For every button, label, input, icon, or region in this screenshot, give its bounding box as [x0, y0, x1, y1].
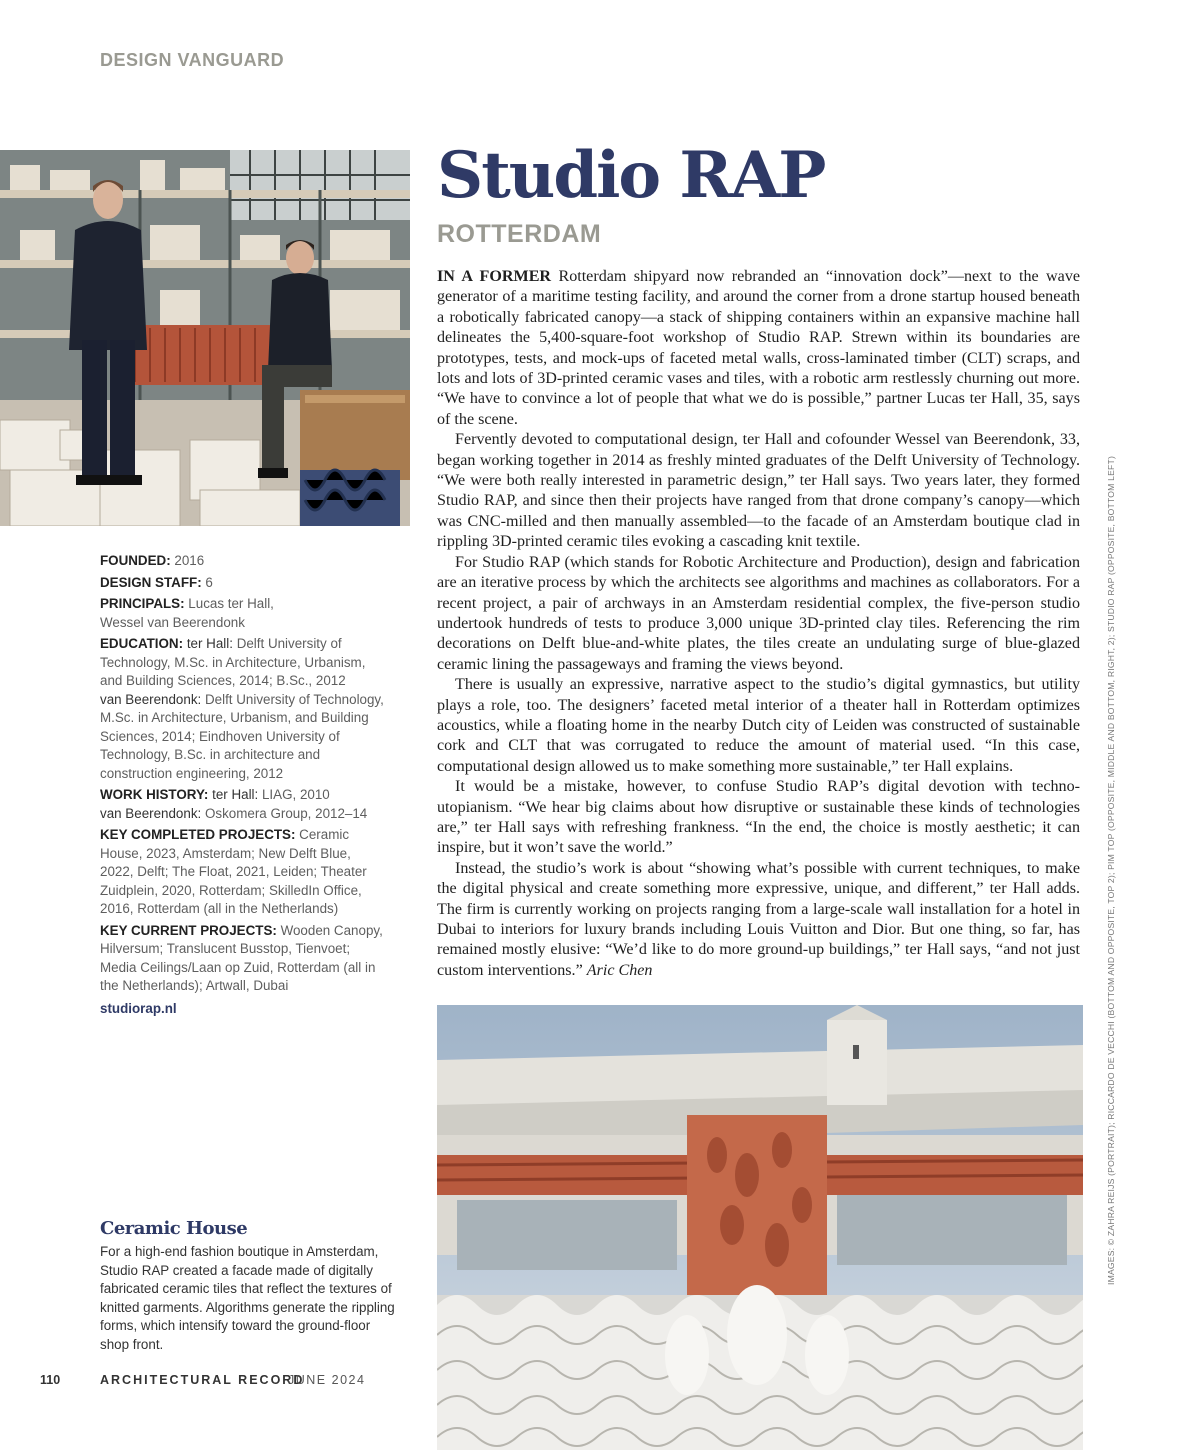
fact-value: Oskomera Group, 2012–14 — [204, 805, 368, 821]
fact-value: Lucas ter Hall, Wessel van Beerendonk — [100, 596, 274, 630]
portrait-photo — [0, 150, 410, 526]
paragraph-1 — [437, 267, 1080, 430]
fact-value: Wooden Canopy, Hilversum; Translucent Busstop, Tienvoet; Media Ceilings/Laan op Zuid, Rotterdam (all in the Netherlands); Artwall, Dubai — [100, 922, 383, 993]
caption-text: For a high-end fashion boutique in Amsterdam, Studio RAP created a facade made of digitally fabricated ceramic tiles that reflect the textures of knitted garments. Algorithms generate the rippling forms, which intensify toward the ground-floor shop front. — [100, 1244, 395, 1352]
paragraph-2: Fervently devoted to computational design, ter Hall and cofounder Wessel van Beerendonk, 33, began working together in 2014 as freshly minted graduates of the Delft University of Technology. “We were both really interested in parametric design,” ter Hall says. Two years later, they formed Studio RAP, and since then their projects have ranged from that drone company’s canopy—which was CNC-milled and then manually assembled—to the facade of an Amsterdam boutique clad in rippling 3D-printed ceramic tiles evoking a cascading knit textile. — [437, 431, 1080, 551]
fact-label: DESIGN STAFF: — [100, 574, 202, 590]
article-body — [437, 267, 1080, 981]
fact-current-projects — [100, 922, 385, 996]
fact-value: Delft University of Technology, M.Sc. in Architecture, Urbanism, and Building Sciences, 2014; Eindhoven University of Technology, B.Sc. in architecture and construction engineering, 2012 — [100, 691, 384, 781]
article-title: Studio RAP — [437, 138, 825, 213]
caption-title: Ceramic House — [100, 1218, 248, 1239]
photo-caption — [100, 1218, 400, 1354]
website-link[interactable]: studiorap.nl — [100, 1000, 177, 1016]
fact-education — [100, 635, 385, 783]
firm-facts — [100, 552, 385, 1018]
fact-label: KEY CURRENT PROJECTS: — [100, 922, 277, 938]
fact-label: PRINCIPALS: — [100, 596, 185, 611]
section-label: DESIGN VANGUARD — [100, 50, 285, 70]
paragraph-1-text: Rotterdam shipyard now rebranded an “innovation dock”—next to the wave generator of a maritime testing facility, and around the corner from a drone startup housed beneath a robotically fabricated canopy—a stack of shipping containers within an expansive machine hall delineates the 5,400-square-foot workshop of Studio RAP. Strewn within its boundaries are prototypes, tests, and mock-ups of faceted metal walls, cross-laminated timber (CLT) scraps, and lots and lots of 3D-printed ceramic vases and tiles, with a robotic arm restlessly churning out more. “We have to convince a lot of people that what we do is possible,” partner Lucas ter Hall, 35, says of the scene. — [437, 268, 1081, 428]
fact-value: 6 — [205, 574, 213, 590]
fact-label: WORK HISTORY: — [100, 787, 209, 802]
magazine-name: ARCHITECTURAL RECORD — [100, 1373, 305, 1387]
issue-date: JUNE 2024 — [288, 1373, 366, 1387]
paragraph-5: It would be a mistake, however, to confuse Studio RAP’s digital devotion with techno-utopianism. “We hear big claims about how disruptive or sustainable these kinds of technologies are,” ter Hall says with refreshing frankness. “In the end, the choice is mostly aesthetic; it can inspire, but it won’t save the world.” — [437, 778, 1080, 857]
image-credits: IMAGES: © ZAHRA REIJS (PORTRAIT); RICCARDO DE VECCHI (BOTTOM AND OPPOSITE, TOP 2); PIM TOP (OPPOSITE, MIDDLE AND BOTTOM, RIGHT, 2); STUDIO RAP (OPPOSITE, BOTTOM LEFT) — [1106, 456, 1116, 1285]
byline: Aric Chen — [586, 961, 653, 979]
fact-principals — [100, 595, 385, 632]
fact-label: FOUNDED: — [100, 553, 171, 568]
fact-value: LIAG, 2010 — [261, 787, 330, 802]
fact-staff — [100, 574, 385, 593]
fact-value: Ceramic House, 2023, Amsterdam; New Delft Blue, 2022, Delft; The Float, 2021, Leiden; Theater Zuidplein, 2020, Rotterdam; SkilledIn Office, 2016, Rotterdam (all in the Netherlands) — [100, 827, 367, 916]
fact-label: KEY COMPLETED PROJECTS: — [100, 827, 296, 842]
paragraph-6 — [437, 859, 1080, 981]
article-city: ROTTERDAM — [437, 220, 602, 248]
fact-person: van Beerendonk: — [100, 805, 202, 821]
fact-value: Delft University of Technology, M.Sc. in Architecture, Urbanism, and Building Sciences, 2014; B.Sc., 2012 — [100, 636, 366, 688]
facade-photo — [437, 1005, 1083, 1450]
fact-person: van Beerendonk: — [100, 691, 202, 707]
fact-person: ter Hall: — [186, 636, 233, 651]
fact-completed-projects — [100, 826, 385, 919]
lead-in: IN A FORMER — [437, 268, 552, 285]
paragraph-6-text: Instead, the studio’s work is about “showing what’s possible with current techniques, to make the digital physical and create something more expressive, unique, and different,” ter Hall adds. The firm is currently working on projects ranging from a large-scale wall installation for a hotel in Dubai to interiors for luxury brands including Louis Vuitton and Dior. But one thing, so far, has remained mostly elusive: “We’d like to do more ground-up buildings,” ter Hall says, “and not just custom interventions.” — [437, 859, 1080, 979]
paragraph-3: For Studio RAP (which stands for Robotic Architecture and Production), design and fabrication are an iterative process by which the architects see algorithms and machines as collaborators. For a recent project, a pair of archways in an Amsterdam residential complex, the five-person studio undertook hundreds of tests to produce 3,000 unique 3D-printed clay tiles. Referencing the rim decorations on Delft blue-and-white plates, the tiles create an undulating surge of blue-glazed ceramic lining the passageways and framing the views beyond. — [437, 553, 1080, 673]
fact-founded — [100, 552, 385, 571]
fact-work-history — [100, 786, 385, 823]
paragraph-4: There is usually an expressive, narrative aspect to the studio’s digital gymnastics, but utility plays a role, too. The designers’ faceted metal interior of a theater hall in Rotterdam optimizes acoustics, while a floating home in the nearby Dutch city of Leiden was constructed of sustainable cork and CLT that was corrugated to reduce the amount of material used. “In this case, computational design allowed us to make something more sustainable,” ter Hall explains. — [437, 676, 1080, 775]
fact-value: 2016 — [174, 553, 205, 568]
fact-label: EDUCATION: — [100, 636, 184, 651]
fact-person: ter Hall: — [212, 787, 259, 802]
page-number: 110 — [40, 1373, 61, 1387]
